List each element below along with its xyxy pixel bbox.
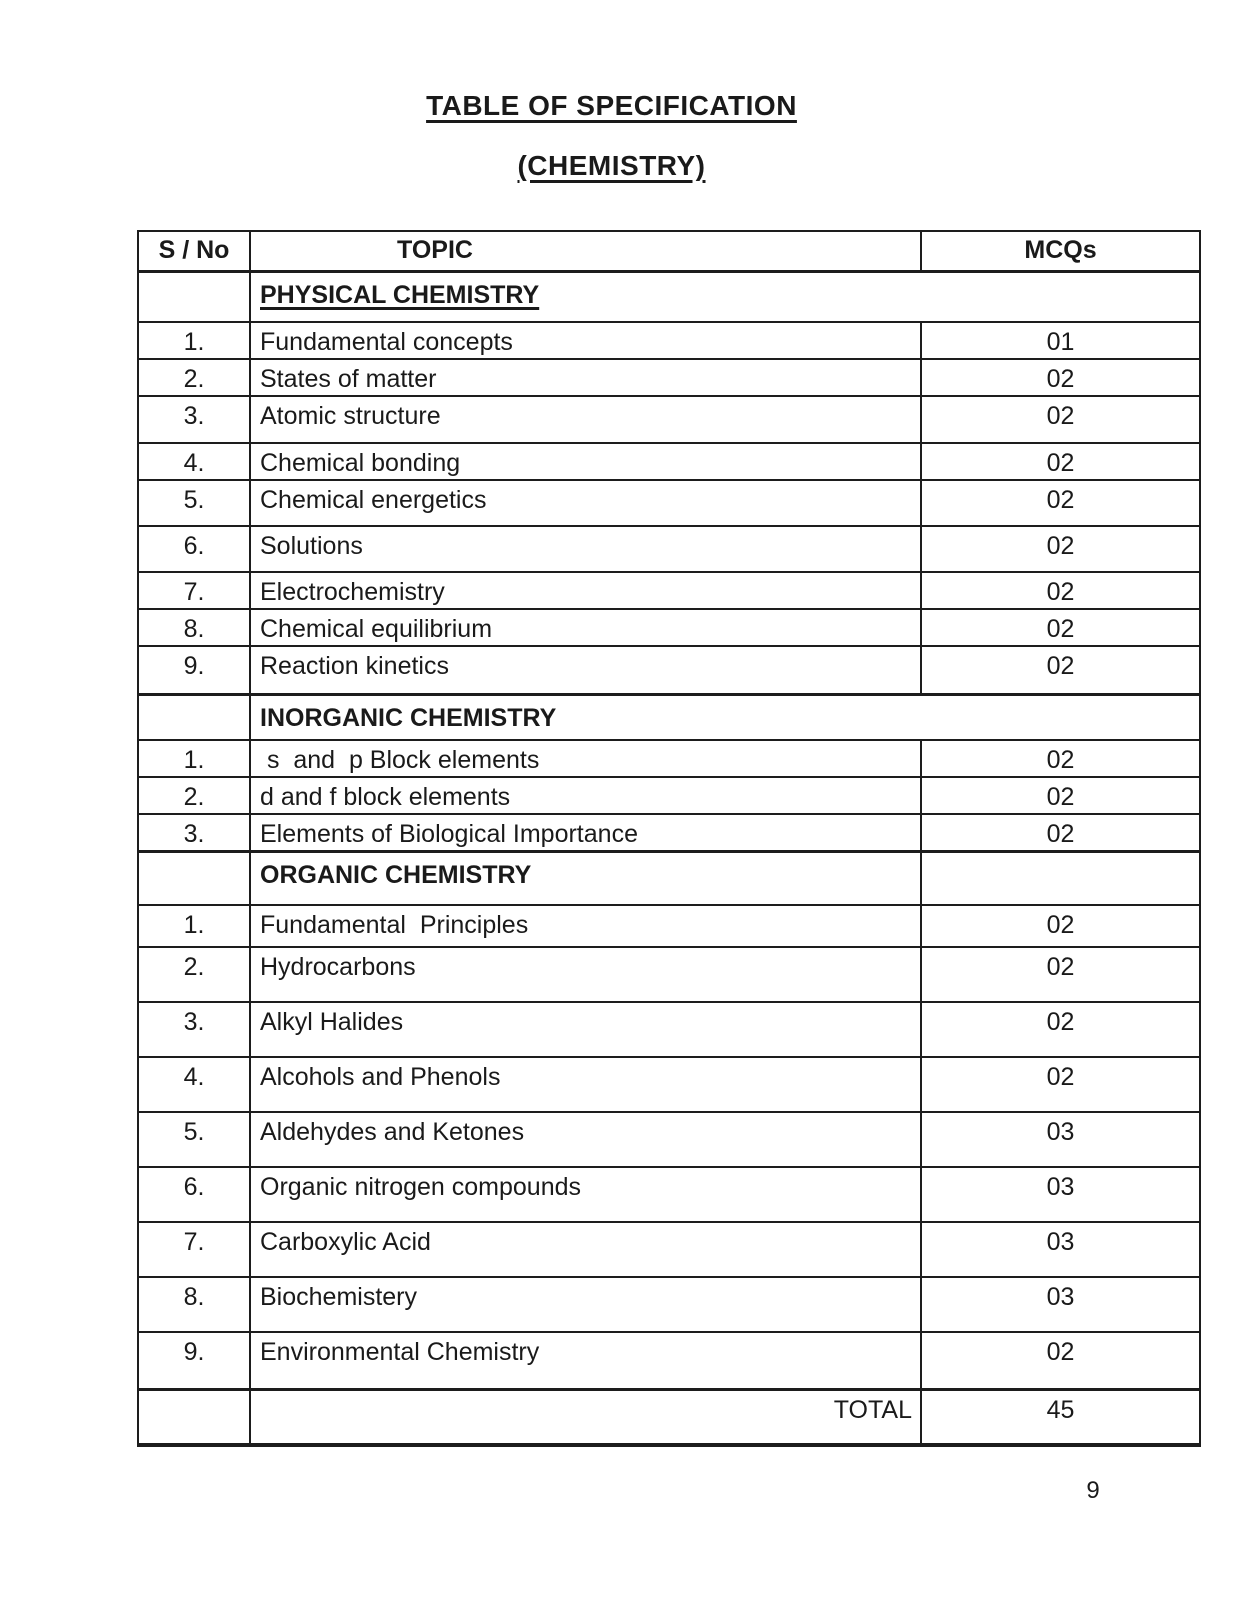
topic-cell: Fundamental concepts bbox=[250, 322, 921, 359]
sno-cell bbox=[138, 271, 250, 322]
topic-row bbox=[138, 1332, 1200, 1390]
mcqs-cell: 03 bbox=[921, 1112, 1200, 1167]
topic-row bbox=[138, 1057, 1200, 1112]
topic-row bbox=[138, 1167, 1200, 1222]
topic-cell: Organic nitrogen compounds bbox=[250, 1167, 921, 1222]
col-header-sno: S / No bbox=[138, 231, 250, 271]
page-subtitle bbox=[0, 150, 1223, 182]
topic-cell: Atomic structure bbox=[250, 396, 921, 443]
mcqs-cell: 03 bbox=[921, 1167, 1200, 1222]
sno-cell: 1. bbox=[138, 322, 250, 359]
topic-row bbox=[138, 359, 1200, 396]
topic-row bbox=[138, 396, 1200, 443]
sno-cell bbox=[138, 852, 250, 905]
sno-cell bbox=[138, 1390, 250, 1445]
topic-cell: Elements of Biological Importance bbox=[250, 814, 921, 852]
sno-cell bbox=[138, 694, 250, 740]
topic-cell: Fundamental Principles bbox=[250, 905, 921, 947]
topic-row bbox=[138, 322, 1200, 359]
sno-cell: 8. bbox=[138, 609, 250, 646]
sno-cell: 2. bbox=[138, 359, 250, 396]
topic-cell: Reaction kinetics bbox=[250, 646, 921, 694]
section-title-cell: PHYSICAL CHEMISTRY bbox=[250, 271, 1200, 322]
topic-row bbox=[138, 443, 1200, 480]
mcqs-cell: 02 bbox=[921, 1002, 1200, 1057]
sno-cell: 2. bbox=[138, 947, 250, 1002]
topic-row bbox=[138, 1277, 1200, 1332]
topic-cell: Electrochemistry bbox=[250, 572, 921, 609]
topic-cell: Biochemistery bbox=[250, 1277, 921, 1332]
topic-cell: Carboxylic Acid bbox=[250, 1222, 921, 1277]
sno-cell: 3. bbox=[138, 396, 250, 443]
topic-cell: States of matter bbox=[250, 359, 921, 396]
topic-row bbox=[138, 740, 1200, 777]
sno-cell: 9. bbox=[138, 1332, 250, 1390]
mcqs-cell: 02 bbox=[921, 572, 1200, 609]
topic-row bbox=[138, 646, 1200, 694]
mcqs-cell: 01 bbox=[921, 322, 1200, 359]
mcqs-cell: 02 bbox=[921, 740, 1200, 777]
topic-row bbox=[138, 1112, 1200, 1167]
sno-cell: 6. bbox=[138, 1167, 250, 1222]
mcqs-cell: 02 bbox=[921, 609, 1200, 646]
mcqs-cell: 03 bbox=[921, 1277, 1200, 1332]
sno-cell: 3. bbox=[138, 1002, 250, 1057]
topic-cell: Solutions bbox=[250, 526, 921, 572]
mcqs-cell bbox=[921, 852, 1200, 905]
sno-cell: 9. bbox=[138, 646, 250, 694]
mcqs-cell: 02 bbox=[921, 646, 1200, 694]
topic-row bbox=[138, 777, 1200, 814]
total-value-cell: 45 bbox=[921, 1390, 1200, 1445]
page-number: 9 bbox=[1086, 1477, 1100, 1504]
table-header-row bbox=[138, 231, 1200, 271]
section-row bbox=[138, 271, 1200, 322]
page-subtitle-text: (CHEMISTRY) bbox=[517, 150, 706, 181]
section-row bbox=[138, 852, 1200, 905]
topic-cell: Hydrocarbons bbox=[250, 947, 921, 1002]
mcqs-cell: 02 bbox=[921, 1057, 1200, 1112]
mcqs-cell: 03 bbox=[921, 1222, 1200, 1277]
topic-cell: Alcohols and Phenols bbox=[250, 1057, 921, 1112]
sno-cell: 6. bbox=[138, 526, 250, 572]
topic-cell: Environmental Chemistry bbox=[250, 1332, 921, 1390]
sno-cell: 1. bbox=[138, 740, 250, 777]
topic-row bbox=[138, 814, 1200, 852]
mcqs-cell: 02 bbox=[921, 480, 1200, 526]
topic-cell: Alkyl Halides bbox=[250, 1002, 921, 1057]
sno-cell: 3. bbox=[138, 814, 250, 852]
page-title bbox=[0, 90, 1223, 122]
topic-row bbox=[138, 572, 1200, 609]
topic-row bbox=[138, 609, 1200, 646]
mcqs-cell: 02 bbox=[921, 947, 1200, 1002]
mcqs-cell: 02 bbox=[921, 777, 1200, 814]
mcqs-cell: 02 bbox=[921, 814, 1200, 852]
topic-cell: Chemical bonding bbox=[250, 443, 921, 480]
topic-cell: s and p Block elements bbox=[250, 740, 921, 777]
sno-cell: 8. bbox=[138, 1277, 250, 1332]
mcqs-cell: 02 bbox=[921, 443, 1200, 480]
col-header-mcqs: MCQs bbox=[921, 231, 1200, 271]
section-row bbox=[138, 694, 1200, 740]
sno-cell: 2. bbox=[138, 777, 250, 814]
topic-row bbox=[138, 905, 1200, 947]
topic-row bbox=[138, 526, 1200, 572]
sno-cell: 5. bbox=[138, 480, 250, 526]
mcqs-cell: 02 bbox=[921, 905, 1200, 947]
sno-cell: 1. bbox=[138, 905, 250, 947]
mcqs-cell: 02 bbox=[921, 526, 1200, 572]
mcqs-cell: 02 bbox=[921, 396, 1200, 443]
sno-cell: 7. bbox=[138, 572, 250, 609]
sno-cell: 7. bbox=[138, 1222, 250, 1277]
topic-cell: Chemical energetics bbox=[250, 480, 921, 526]
topic-cell: Aldehydes and Ketones bbox=[250, 1112, 921, 1167]
total-row bbox=[138, 1390, 1200, 1445]
topic-row bbox=[138, 1002, 1200, 1057]
topic-row bbox=[138, 1222, 1200, 1277]
sno-cell: 4. bbox=[138, 1057, 250, 1112]
section-title-cell: ORGANIC CHEMISTRY bbox=[250, 852, 921, 905]
topic-row bbox=[138, 947, 1200, 1002]
mcqs-cell: 02 bbox=[921, 1332, 1200, 1390]
topic-cell: Chemical equilibrium bbox=[250, 609, 921, 646]
col-header-topic: TOPIC bbox=[250, 231, 921, 271]
sno-cell: 4. bbox=[138, 443, 250, 480]
section-title-cell: INORGANIC CHEMISTRY bbox=[250, 694, 1200, 740]
total-label-cell: TOTAL bbox=[250, 1390, 921, 1445]
specification-table bbox=[137, 230, 1201, 1447]
sno-cell: 5. bbox=[138, 1112, 250, 1167]
mcqs-cell: 02 bbox=[921, 359, 1200, 396]
page-title-text: TABLE OF SPECIFICATION bbox=[426, 90, 797, 121]
topic-row bbox=[138, 480, 1200, 526]
topic-cell: d and f block elements bbox=[250, 777, 921, 814]
